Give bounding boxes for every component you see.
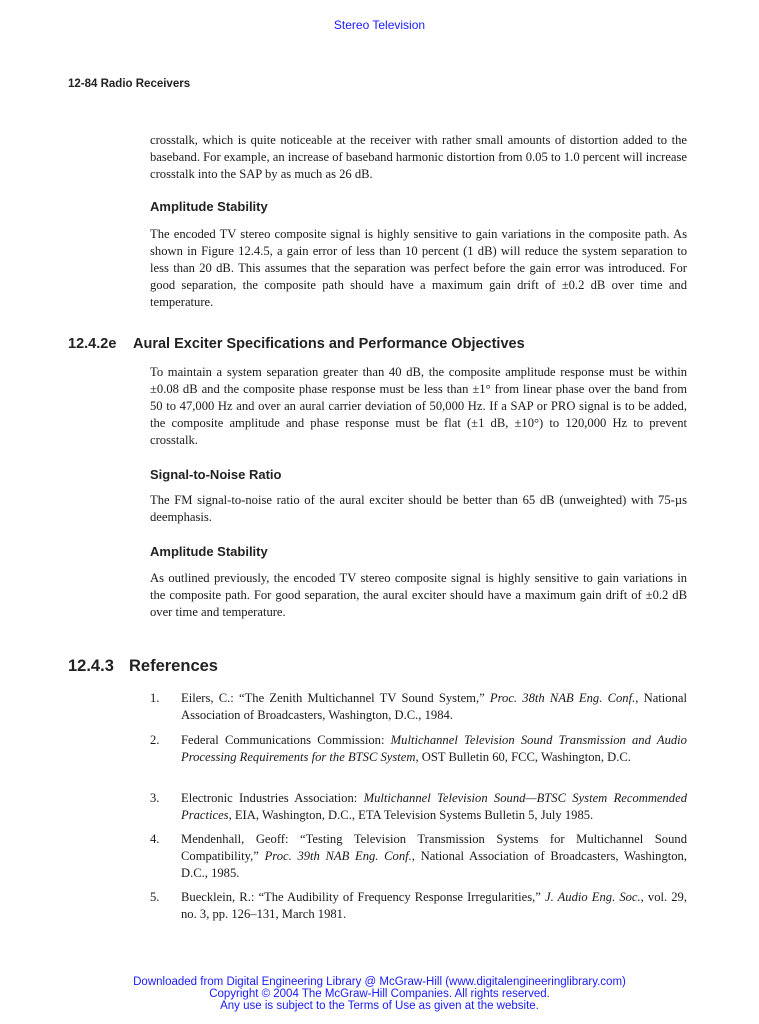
reference-item [150,889,687,923]
reference-number: 2. [150,733,160,747]
footer-terms-link[interactable]: Any use is subject to the Terms of Use as given at the website. [220,1000,539,1012]
running-head: 12-84 Radio Receivers [68,78,191,90]
footer-copyright: Copyright © 2004 The McGraw-Hill Companies. All rights reserved. [209,988,550,1000]
reference-number: 1. [150,691,160,705]
reference-part: Electronic Industries Association: [181,791,364,805]
paragraph-crosstalk: crosstalk, which is quite noticeable at the receiver with rather small amounts of distortion added to the baseband. For example, an increase of baseband harmonic distortion from 0.05 to 1.0 percent will increase crosstalk into the SAP by as much as 26 dB. [150,133,687,181]
reference-text [181,690,687,724]
reference-title: Multichannel Television Sound—BTSC System Recommended Practices [181,791,687,822]
footer-download-link[interactable]: Downloaded from Digital Engineering Library @ McGraw-Hill (www.digitalengineeringlibrary.com) [133,976,626,988]
reference-part: Mendenhall, Geoff: “Testing Television Transmission Systems for Multichannel Sound Compatibility,” [181,832,687,863]
reference-item [150,790,687,824]
subheading-amplitude-stability-2: Amplitude Stability [150,544,268,559]
paragraph-amplitude-stability-1: The encoded TV stereo composite signal is highly sensitive to gain variations in the composite path. As shown in Figure 12.4.5, a gain error of less than 10 percent (1 dB) will reduce the system separation to less than 20 dB. This assumes that the separation was perfect before the gain error was introduced. For good separation, the composite path should have a maximum gain drift of ±0.2 dB over time and temperature. [150,227,687,309]
reference-text [181,790,687,824]
reference-part: , National Association of Broadcasters, Washington, D.C., 1984. [181,691,687,722]
footer-notice [0,976,759,1012]
reference-part: , National Association of Broadcasters, Washington, D.C., 1985. [181,849,687,880]
header-chapter-link[interactable]: Stereo Television [333,18,426,32]
reference-title: Proc. 39th NAB Eng. Conf. [264,849,412,863]
reference-title: Proc. 38th NAB Eng. Conf. [489,691,636,705]
reference-text [181,831,687,882]
paragraph-amplitude-stability-2: As outlined previously, the encoded TV stereo composite signal is highly sensitive to gain variations in the composite path. For good separation, the aural exciter should have a maximum gain drift of ±0.2 dB over time and temperature. [150,571,687,619]
paragraph-signal-to-noise: The FM signal-to-noise ratio of the aural exciter should be better than 65 dB (unweighted) with 75-µs deemphasis. [150,493,687,524]
reference-text [181,889,687,923]
section-title: Aural Exciter Specifications and Performance Objectives [133,336,525,352]
subheading-signal-to-noise: Signal-to-Noise Ratio [150,467,282,482]
reference-part: , EIA, Washington, D.C., ETA Television Systems Bulletin 5, July 1985. [228,808,594,822]
reference-number: 3. [150,791,160,805]
section-number: 12.4.3 [68,657,114,675]
reference-title: J. Audio Eng. Soc. [545,890,641,904]
section-title: References [129,657,218,675]
reference-part: Eilers, C.: “The Zenith Multichannel TV Sound System,” [181,691,490,705]
reference-item [150,732,687,766]
reference-part: , OST Bulletin 60, FCC, Washington, D.C. [415,750,631,764]
reference-part: Buecklein, R.: “The Audibility of Frequency Response Irregularities,” [181,890,545,904]
reference-number: 5. [150,890,160,904]
section-number: 12.4.2e [68,336,117,352]
reference-part: , vol. 29, no. 3, pp. 126–131, March 1981. [181,890,688,921]
reference-item [150,831,687,882]
section-heading-aural-exciter [68,336,525,352]
reference-text [181,732,687,766]
subheading-amplitude-stability-1: Amplitude Stability [150,199,268,214]
reference-part: Federal Communications Commission: [181,733,391,747]
section-heading-references [68,657,218,676]
reference-title: Multichannel Television Sound Transmission and Audio Processing Requirements for the BTSC System [181,733,687,764]
paragraph-aural-exciter: To maintain a system separation greater than 40 dB, the composite amplitude response must be within ±0.08 dB and the composite phase response must be less than ±1° from linear phase over the band from 50 to 47,000 Hz and over an aural carrier deviation of 50,000 Hz. If a SAP or PRO signal is to be added, the composite amplitude and phase response must be flat (±1 dB, ±10°) to 120,000 Hz to prevent crosstalk. [150,365,687,447]
reference-number: 4. [150,832,160,846]
reference-item [150,690,687,724]
